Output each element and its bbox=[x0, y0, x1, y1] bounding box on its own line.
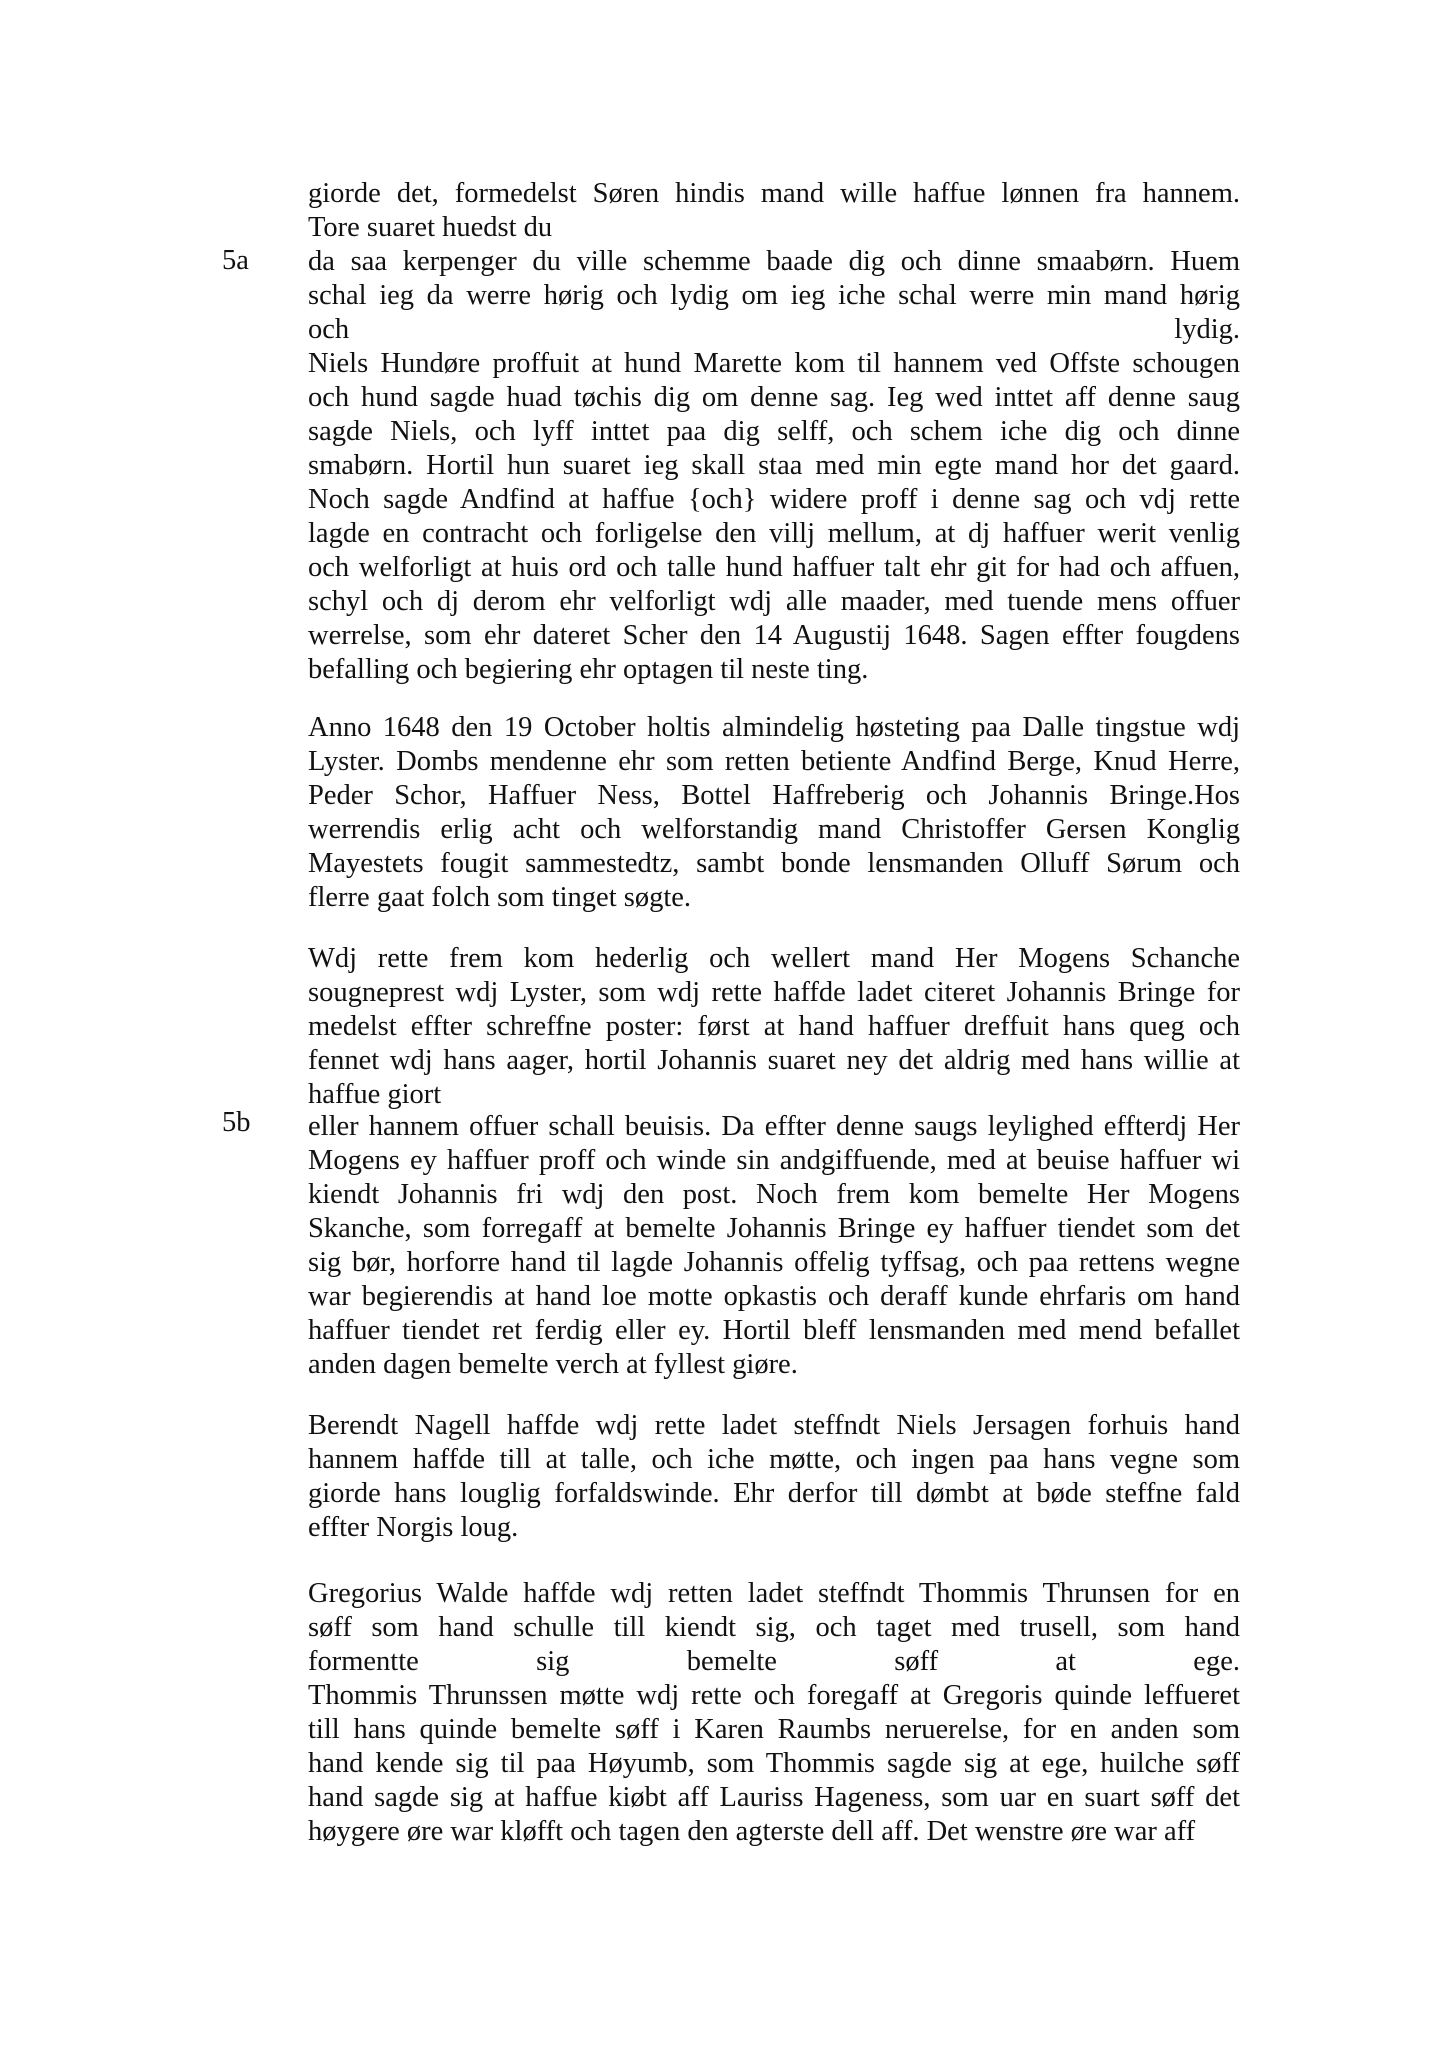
text-line: sig bør, horforre hand til lagde Johannis offelig tyffsag, och paa rettens wegne bbox=[308, 1247, 1240, 1278]
text-line: høygere øre war kløfft och tagen den agterste dell aff. Det wenstre øre war aff bbox=[308, 1816, 1196, 1847]
text-line: och lydig. bbox=[308, 314, 1240, 345]
paragraph-5 bbox=[308, 1110, 1240, 1382]
text-line: och hund sagde huad tøchis dig om denne sag. Ieg wed inttet aff denne saug bbox=[308, 382, 1240, 413]
text-line: formentte sig bemelte søff at ege. bbox=[308, 1646, 1240, 1677]
text-line: Berendt Nagell haffde wdj rette ladet steffndt Niels Jersagen forhuis hand bbox=[308, 1410, 1240, 1441]
paragraph-4 bbox=[308, 942, 1240, 1112]
text-line: werrendis erlig acht och welforstandig mand Christoffer Gersen Konglig bbox=[308, 814, 1240, 845]
text-line: sougneprest wdj Lyster, som wdj rette haffde ladet citeret Johannis Bringe for bbox=[308, 977, 1240, 1008]
text-line: kiendt Johannis fri wdj den post. Noch frem kom bemelte Her Mogens bbox=[308, 1179, 1240, 1210]
text-line: Thommis Thrunssen møtte wdj rette och foregaff at Gregoris quinde leffueret bbox=[308, 1680, 1240, 1711]
text-line: Mayestets fougit sammestedtz, sambt bonde lensmanden Olluff Sørum och bbox=[308, 848, 1240, 879]
text-line: Wdj rette frem kom hederlig och wellert mand Her Mogens Schanche bbox=[308, 943, 1240, 974]
text-line: flerre gaat folch som tinget søgte. bbox=[308, 882, 692, 913]
text-line: lagde en contracht och forligelse den villj mellum, at dj haffuer werit venlig bbox=[308, 518, 1240, 549]
margin-note-5b: 5b bbox=[222, 1107, 251, 1138]
text-line: Peder Schor, Haffuer Ness, Bottel Haffreberig och Johannis Bringe.Hos bbox=[308, 780, 1240, 811]
text-line: søff som hand schulle till kiendt sig, och taget med trusell, som hand bbox=[308, 1612, 1240, 1643]
text-line: Skanche, som forregaff at bemelte Johannis Bringe ey haffuer tiendet som det bbox=[308, 1213, 1240, 1244]
text-line: Anno 1648 den 19 October holtis almindelig høsteting paa Dalle tingstue wdj bbox=[308, 712, 1240, 743]
text-line: eller hannem offuer schall beuisis. Da effter denne saugs leylighed effterdj Her bbox=[308, 1111, 1240, 1142]
text-line: Niels Hundøre proffuit at hund Marette kom til hannem ved Offste schougen bbox=[308, 348, 1240, 379]
text-line: till hans quinde bemelte søff i Karen Raumbs neruerelse, for en anden som bbox=[308, 1714, 1240, 1745]
text-line: giorde hans louglig forfaldswinde. Ehr derfor till dømbt at bøde steffne fald bbox=[308, 1478, 1240, 1509]
text-line: smabørn. Hortil hun suaret ieg skall staa med min egte mand hor det gaard. bbox=[308, 450, 1240, 481]
text-line: sagde Niels, och lyff inttet paa dig selff, och schem iche dig och dinne bbox=[308, 416, 1240, 447]
paragraph-6 bbox=[308, 1409, 1240, 1545]
text-line: giorde det, formedelst Søren hindis mand wille haffue lønnen fra hannem. bbox=[308, 178, 1240, 209]
paragraph-2 bbox=[308, 245, 1240, 687]
paragraph-3 bbox=[308, 711, 1240, 915]
margin-note-5a: 5a bbox=[222, 245, 249, 276]
text-line: och welforligt at huis ord och talle hund haffuer talt ehr git for had och affuen, bbox=[308, 552, 1240, 583]
text-line: fennet wdj hans aager, hortil Johannis suaret ney det aldrig med hans willie at bbox=[308, 1045, 1240, 1076]
text-line: da saa kerpenger du ville schemme baade dig och dinne smaabørn. Huem bbox=[308, 246, 1240, 277]
text-line: hannem haffde till at talle, och iche møtte, och ingen paa hans vegne som bbox=[308, 1444, 1240, 1475]
text-line: war begierendis at hand loe motte opkastis och deraff kunde ehrfaris om hand bbox=[308, 1281, 1240, 1312]
text-line: haffuer tiendet ret ferdig eller ey. Hortil bleff lensmanden med mend befallet bbox=[308, 1315, 1240, 1346]
paragraph-1 bbox=[308, 177, 1240, 245]
paragraph-7 bbox=[308, 1577, 1240, 1849]
text-line: werrelse, som ehr dateret Scher den 14 Augustij 1648. Sagen effter fougdens bbox=[308, 620, 1240, 651]
text-line: hand kende sig til paa Høyumb, som Thommis sagde sig at ege, huilche søff bbox=[308, 1748, 1240, 1779]
text-line: schal ieg da werre hørig och lydig om ieg iche schal werre min mand hørig bbox=[308, 280, 1240, 311]
text-line: schyl och dj derom ehr velforligt wdj alle maader, med tuende mens offuer bbox=[308, 586, 1240, 617]
text-line: effter Norgis loug. bbox=[308, 1512, 519, 1543]
text-line: Gregorius Walde haffde wdj retten ladet steffndt Thommis Thrunsen for en bbox=[308, 1578, 1240, 1609]
text-line: Noch sagde Andfind at haffue {och} widere proff i denne sag och vdj rette bbox=[308, 484, 1240, 515]
text-line: haffue giort bbox=[308, 1079, 442, 1110]
text-line: anden dagen bemelte verch at fyllest giøre. bbox=[308, 1349, 798, 1380]
text-line: befalling och begiering ehr optagen til neste ting. bbox=[308, 654, 869, 685]
text-line: Mogens ey haffuer proff och winde sin andgiffuende, med at beuise haffuer wi bbox=[308, 1145, 1240, 1176]
text-line: medelst effter schreffne poster: først at hand haffuer dreffuit hans queg och bbox=[308, 1011, 1240, 1042]
text-line: Tore suaret huedst du bbox=[308, 212, 553, 243]
text-line: hand sagde sig at haffue kiøbt aff Lauriss Hageness, som uar en suart søff det bbox=[308, 1782, 1240, 1813]
text-line: Lyster. Dombs mendenne ehr som retten betiente Andfind Berge, Knud Herre, bbox=[308, 746, 1240, 777]
